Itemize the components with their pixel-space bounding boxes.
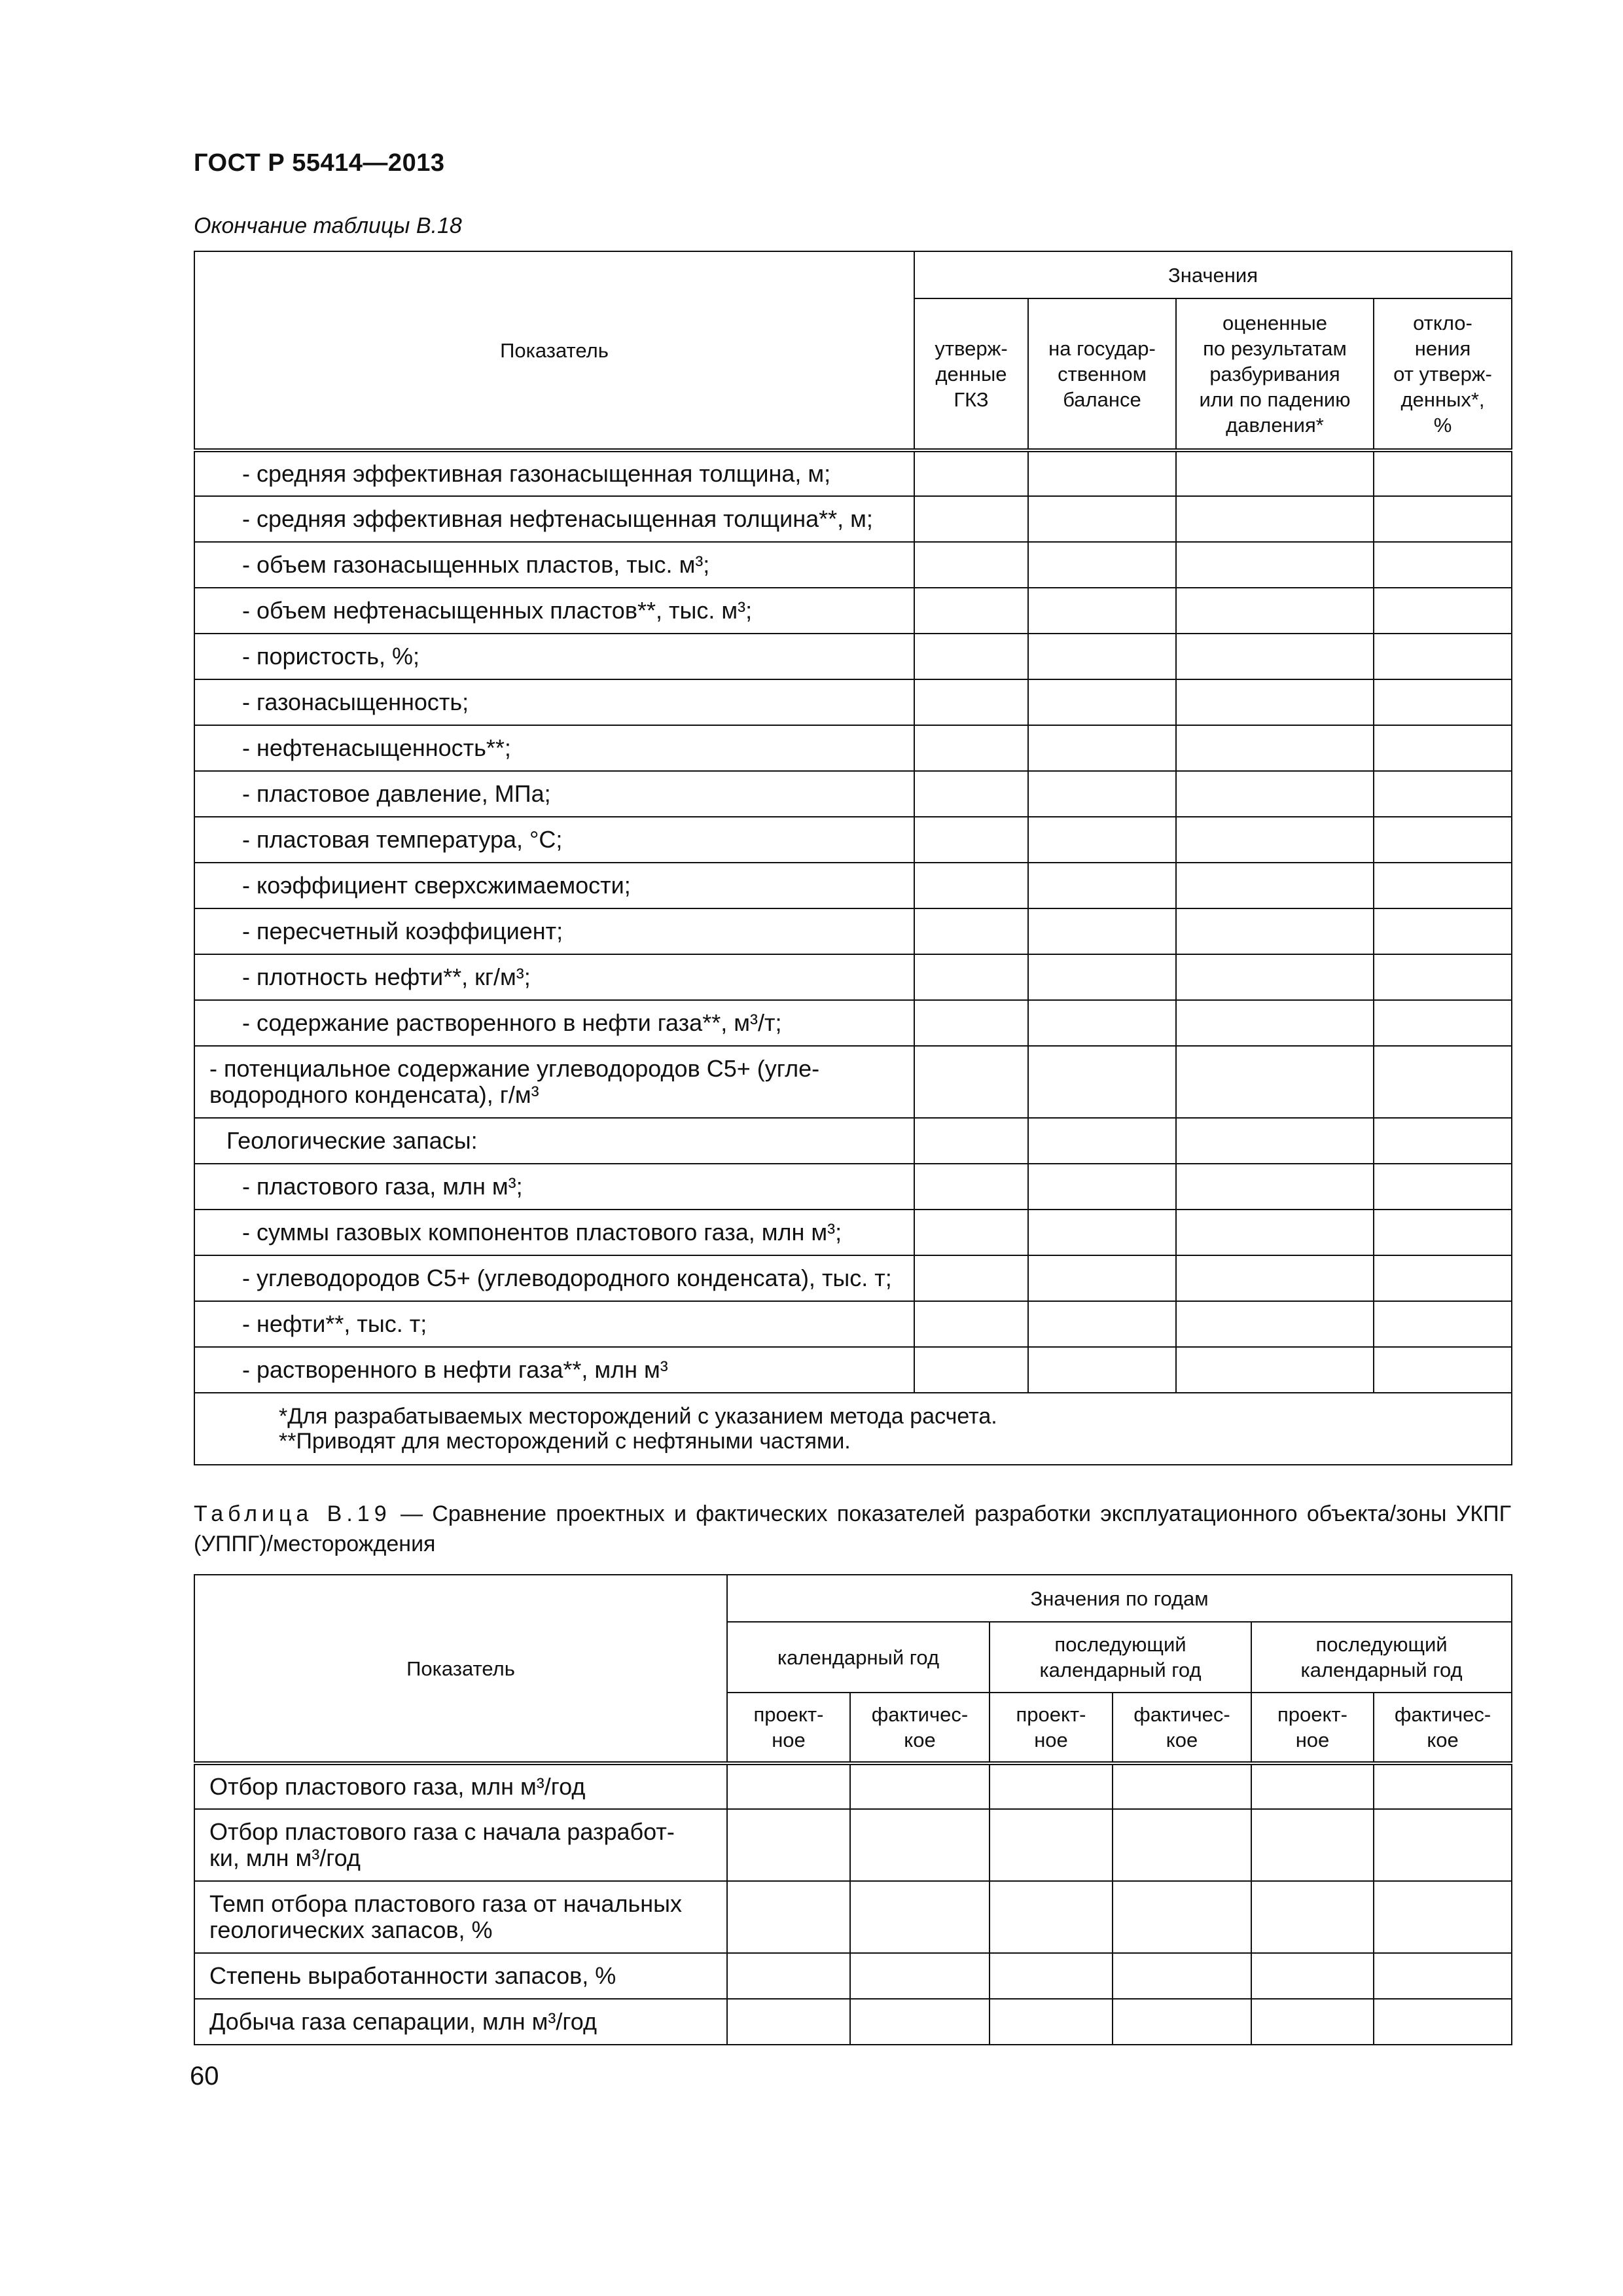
table-row-label: - пористость, %; [194, 634, 914, 679]
table-b19-caption: — Сравнение проектных и фактических показателей разработки эксплуатационного объекта/зоны УКПГ (УППГ)/месторождения [194, 1501, 1512, 1556]
table-b18 [194, 251, 1512, 1465]
header-projected: проект- ное [1251, 1693, 1374, 1763]
table-row-label: - объем нефтенасыщенных пластов**, тыс. м³; [194, 588, 914, 634]
table-row-label: - средняя эффективная нефтенасыщенная толщина**, м; [194, 496, 914, 542]
table-row-label: - коэффициент сверхсжимаемости; [194, 863, 914, 908]
header-actual: фактичес- кое [1374, 1693, 1512, 1763]
header-estimated: оцененные по результатам разбуривания или по падению давления* [1176, 298, 1374, 450]
table-row-label: Геологические запасы: [194, 1118, 914, 1164]
table-b19-title [194, 1499, 1511, 1559]
header-year-1: календарный год [727, 1622, 990, 1693]
table-row-label: Добыча газа сепарации, млн м³/год [194, 1999, 727, 2045]
header-projected: проект- ное [990, 1693, 1113, 1763]
table-row-label: - растворенного в нефти газа**, млн м³ [194, 1347, 914, 1393]
table-row-label: - нефти**, тыс. т; [194, 1301, 914, 1347]
table-row-label: - нефтенасыщенность**; [194, 725, 914, 771]
page-number: 60 [190, 2062, 219, 2090]
header-indicator: Показатель [194, 1575, 727, 1763]
header-approved: утверж- денные ГКЗ [914, 298, 1028, 450]
table-row-label: - содержание растворенного в нефти газа**, м³/т; [194, 1000, 914, 1046]
footnote-1: *Для разрабатываемых месторождений с указанием метода расчета. [279, 1404, 997, 1429]
table-b19 [194, 1574, 1512, 2045]
table-row-label: Отбор пластового газа, млн м³/год [194, 1763, 727, 1809]
table-row-label: - плотность нефти**, кг/м³; [194, 954, 914, 1000]
header-year-2: последующий календарный год [990, 1622, 1251, 1693]
document-code: ГОСТ Р 55414—2013 [194, 149, 445, 177]
table-footnotes [194, 1393, 1512, 1465]
header-actual: фактичес- кое [1113, 1693, 1251, 1763]
table-row-label: Степень выработанности запасов, % [194, 1953, 727, 1999]
header-year-3: последующий календарный год [1251, 1622, 1512, 1693]
header-values-by-year: Значения по годам [727, 1575, 1512, 1622]
table-row-label: - пересчетный коэффициент; [194, 908, 914, 954]
header-indicator: Показатель [194, 251, 914, 450]
table-b19-number: Таблица В.19 [194, 1501, 391, 1526]
footnote-2: **Приводят для месторождений с нефтяными частями. [279, 1429, 851, 1454]
header-values: Значения [914, 251, 1512, 298]
table-continuation-label: Окончание таблицы В.18 [194, 213, 462, 238]
header-actual: фактичес- кое [850, 1693, 990, 1763]
header-state-balance: на государ- ственном балансе [1028, 298, 1176, 450]
table-row-label: Темп отбора пластового газа от начальных геологических запасов, % [194, 1881, 727, 1953]
table-row-label: - пластовая температура, °С; [194, 817, 914, 863]
table-row-label: - пластового газа, млн м³; [194, 1164, 914, 1210]
table-row-label: - потенциальное содержание углеводородов С5+ (угле- водородного конденсата), г/м³ [194, 1046, 914, 1118]
table-row-label: - суммы газовых компонентов пластового газа, млн м³; [194, 1210, 914, 1255]
table-row-label: - средняя эффективная газонасыщенная толщина, м; [194, 450, 914, 496]
table-row-label: - пластовое давление, МПа; [194, 771, 914, 817]
header-deviation: откло- нения от утверж- денных*, % [1374, 298, 1512, 450]
table-row-label: - газонасыщенность; [194, 679, 914, 725]
table-row-label: - объем газонасыщенных пластов, тыс. м³; [194, 542, 914, 588]
table-row-label: Отбор пластового газа с начала разработ- ки, млн м³/год [194, 1809, 727, 1881]
table-row-label: - углеводородов С5+ (углеводородного конденсата), тыс. т; [194, 1255, 914, 1301]
header-projected: проект- ное [727, 1693, 850, 1763]
